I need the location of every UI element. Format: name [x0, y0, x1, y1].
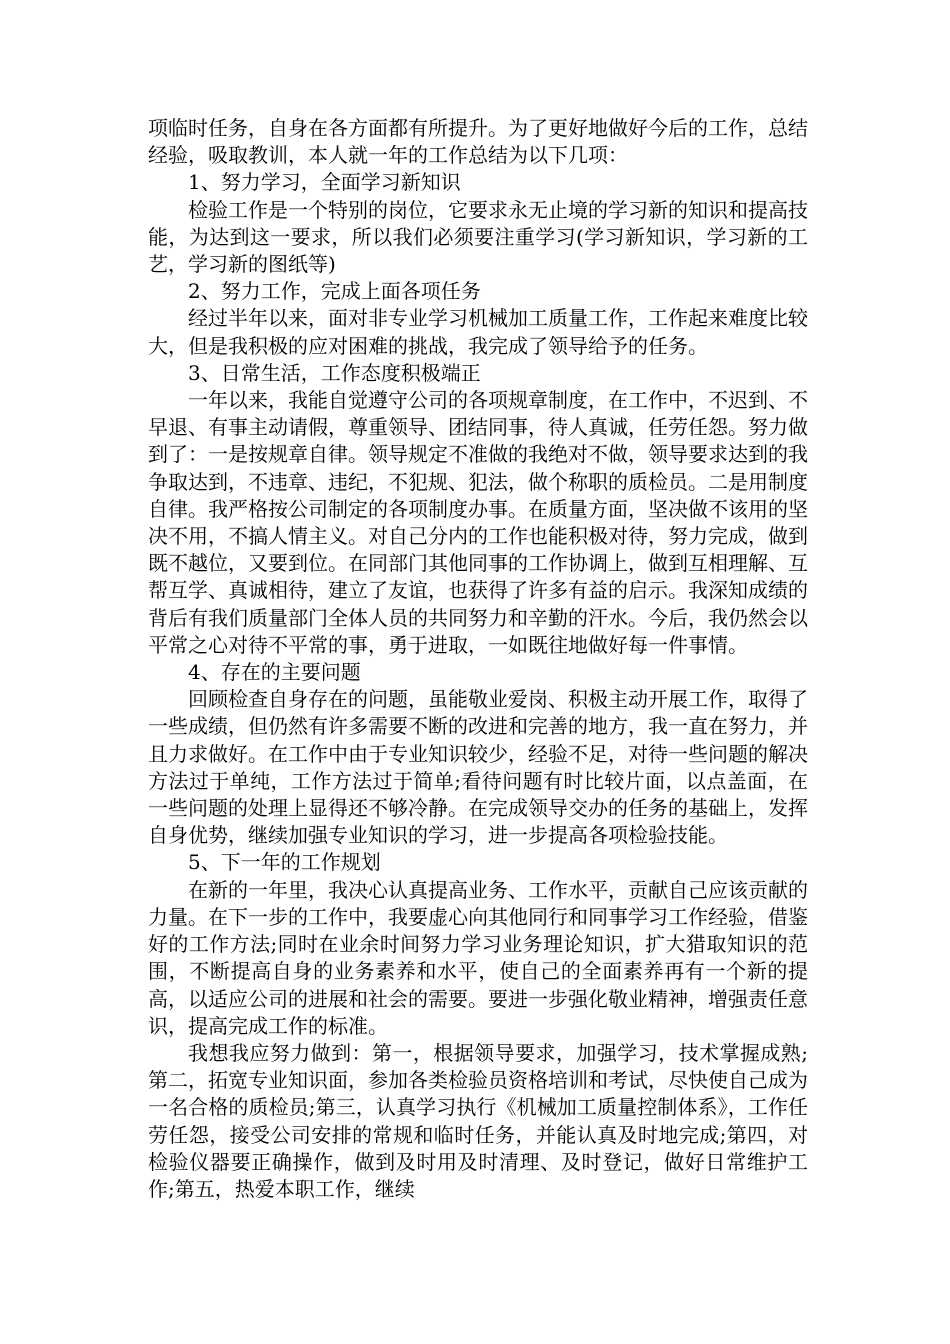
section-heading-2: 2、努力工作，完成上面各项任务	[188, 279, 481, 304]
paragraph-plan: 在新的一年里，我决心认真提高业务、工作水平，贡献自己应该贡献的力量。在下一步的工作中，我要虚心向其他同行和同事学习工作经验，借鉴好的工作方法;同时在业余时间努力学习业务理论知识，扩大猎取知识的范围，不断提高自身的业务素养和水平，使自己的全面素养再有一个新的提高，以适应公司的进展和社会的需要。要进一步强化敬业精神，增强责任意识，提高完成工作的标准。	[148, 877, 808, 1038]
paragraph-attitude: 一年以来，我能自觉遵守公司的各项规章制度，在工作中，不迟到、不早退、有事主动请假，尊重领导、团结同事，待人真诚，任劳任怨。努力做到了：一是按规章自律。领导规定不准做的我绝对不做，领导要求达到的我争取达到，不违章、违纪，不犯规、犯法，做个称职的质检员。二是用制度自律。我严格按公司制定的各项制度办事。在质量方面，坚决做不该用的坚决不用，不搞人情主义。对自己分内的工作也能积极对待，努力完成，做到既不越位，又要到位。在同部门其他同事的工作协调上，做到互相理解、互帮互学、真诚相待，建立了友谊，也获得了许多有益的启示。我深知成绩的背后有我们质量部门全体人员的共同努力和辛勤的汗水。今后，我仍然会以平常之心对待不平常的事，勇于进取，一如既往地做好每一件事情。	[148, 388, 808, 657]
section-heading-5: 5、下一年的工作规划	[188, 850, 381, 875]
section-heading-1: 1、努力学习，全面学习新知识	[188, 170, 461, 195]
section-heading-3: 3、日常生活，工作态度积极端正	[188, 360, 481, 385]
section-heading-4: 4、存在的主要问题	[188, 660, 361, 685]
paragraph-problems: 回顾检查自身存在的问题，虽能敬业爱岗、积极主动开展工作，取得了一些成绩，但仍然有许多需要不断的改进和完善的地方，我一直在努力，并且力求做好。在工作中由于专业知识较少，经验不足，对待一些问题的解决方法过于单纯，工作方法过于简单;看待问题有时比较片面，以点盖面，在一些问题的处理上显得还不够冷静。在完成领导交办的任务的基础上，发挥自身优势，继续加强专业知识的学习，进一步提高各项检验技能。	[148, 687, 808, 848]
paragraph-study: 检验工作是一个特别的岗位，它要求永无止境的学习新的知识和提高技能，为达到这一要求，所以我们必须要注重学习(学习新知识，学习新的工艺，学习新的图纸等)	[148, 197, 808, 277]
document-body	[148, 115, 808, 1203]
paragraph-work: 经过半年以来，面对非专业学习机械加工质量工作，工作起来难度比较大，但是我积极的应对困难的挑战，我完成了领导给予的任务。	[148, 306, 808, 358]
paragraph-goals: 我想我应努力做到：第一，根据领导要求，加强学习，技术掌握成熟;第二，拓宽专业知识面，参加各类检验员资格培训和考试，尽快使自己成为一名合格的质检员;第三，认真学习执行《机械加工质量控制体系》，工作任劳任怨，接受公司安排的常规和临时任务，并能认真及时地完成;第四，对检验仪器要正确操作，做到及时用及时清理、及时登记，做好日常维护工作;第五，热爱本职工作，继续	[148, 1040, 808, 1201]
paragraph-continuation: 项临时任务，自身在各方面都有所提升。为了更好地做好今后的工作，总结经验，吸取教训，本人就一年的工作总结为以下几项：	[148, 116, 808, 168]
